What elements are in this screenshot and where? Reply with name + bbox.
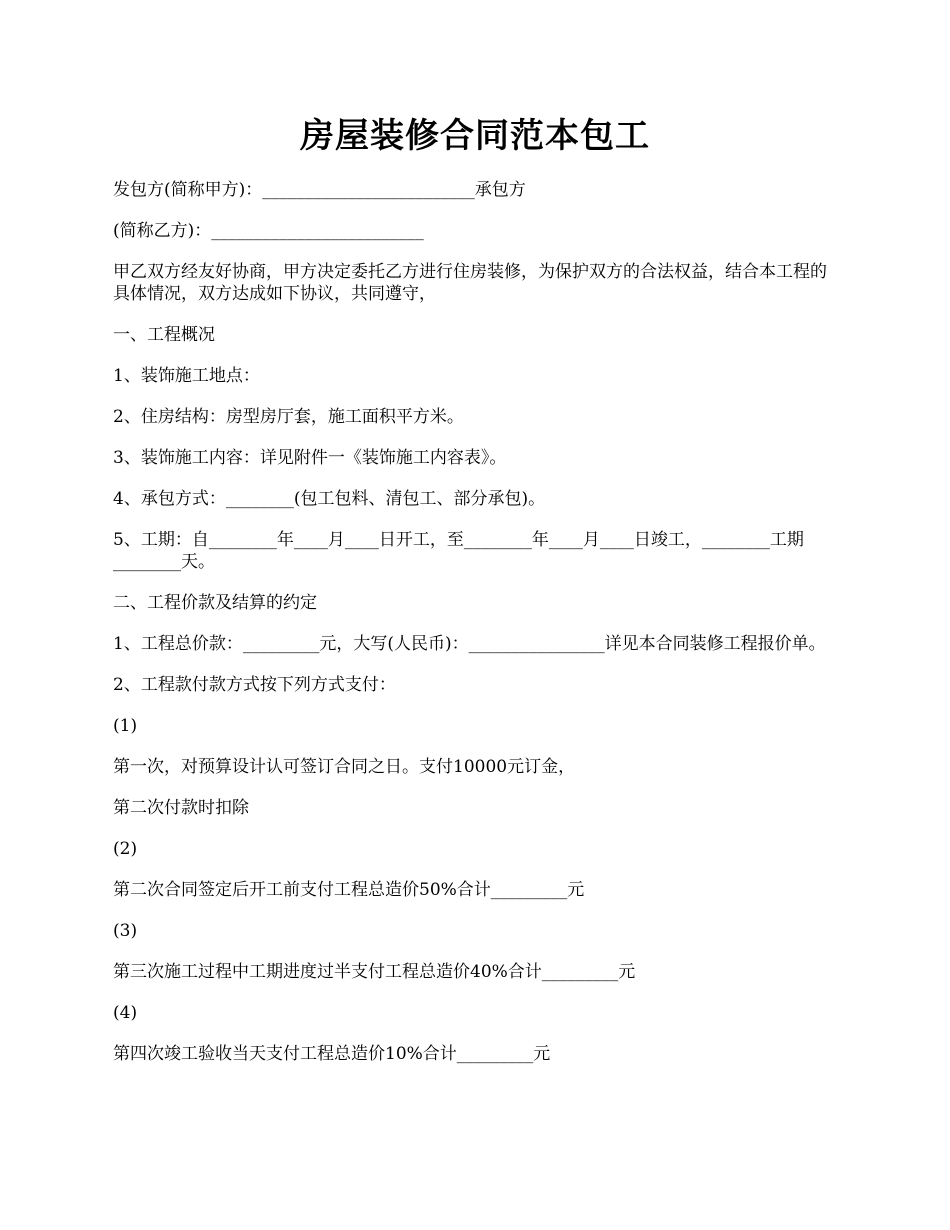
clause-construction-location: 1、装饰施工地点： bbox=[113, 366, 260, 386]
payment-first-installment-note: 第二次付款时扣除 bbox=[113, 798, 249, 818]
payment-item-number-1: (1) bbox=[113, 716, 138, 736]
document-body bbox=[113, 179, 843, 1084]
payment-third-installment: 第三次施工过程中工期进度过半支付工程总造价40%合计_________元 bbox=[113, 962, 636, 982]
intro-paragraph: 甲乙双方经友好协商，甲方决定委托乙方进行住房装修，为保护双方的合法权益，结合本工程的具体情况，双方达成如下协议，共同遵守， bbox=[113, 262, 827, 304]
clause-construction-content: 3、装饰施工内容：详见附件一《装饰施工内容表》。 bbox=[113, 448, 507, 468]
party-b-line: (简称乙方)：_________________________ bbox=[113, 221, 424, 241]
payment-first-installment: 第一次，对预算设计认可签订合同之日。支付10000元订金， bbox=[113, 757, 576, 777]
clause-contract-method: 4、承包方式：________(包工包料、清包工、部分承包)。 bbox=[113, 489, 546, 509]
clause-payment-method: 2、工程款付款方式按下列方式支付： bbox=[113, 675, 396, 695]
payment-second-installment: 第二次合同签定后开工前支付工程总造价50%合计_________元 bbox=[113, 880, 585, 900]
party-a-line: 发包方(简称甲方)：_________________________承包方 bbox=[113, 180, 526, 200]
section-heading-price-settlement: 二、工程价款及结算的约定 bbox=[113, 593, 317, 613]
payment-fourth-installment: 第四次竣工验收当天支付工程总造价10%合计_________元 bbox=[113, 1044, 551, 1064]
payment-item-number-3: (3) bbox=[113, 921, 138, 941]
section-heading-project-overview: 一、工程概况 bbox=[113, 325, 215, 345]
document-title: 房屋装修合同范本包工 bbox=[300, 116, 650, 156]
clause-construction-period: 5、工期：自________年____月____日开工，至________年____月____日竣工，________工期________天。 bbox=[113, 530, 804, 572]
payment-item-number-2: (2) bbox=[113, 839, 138, 859]
payment-item-number-4: (4) bbox=[113, 1003, 138, 1023]
clause-house-structure: 2、住房结构：房型房厅套，施工面积平方米。 bbox=[113, 407, 464, 427]
clause-total-price: 1、工程总价款：_________元，大写(人民币)：________________详见本合同装修工程报价单。 bbox=[113, 634, 826, 654]
